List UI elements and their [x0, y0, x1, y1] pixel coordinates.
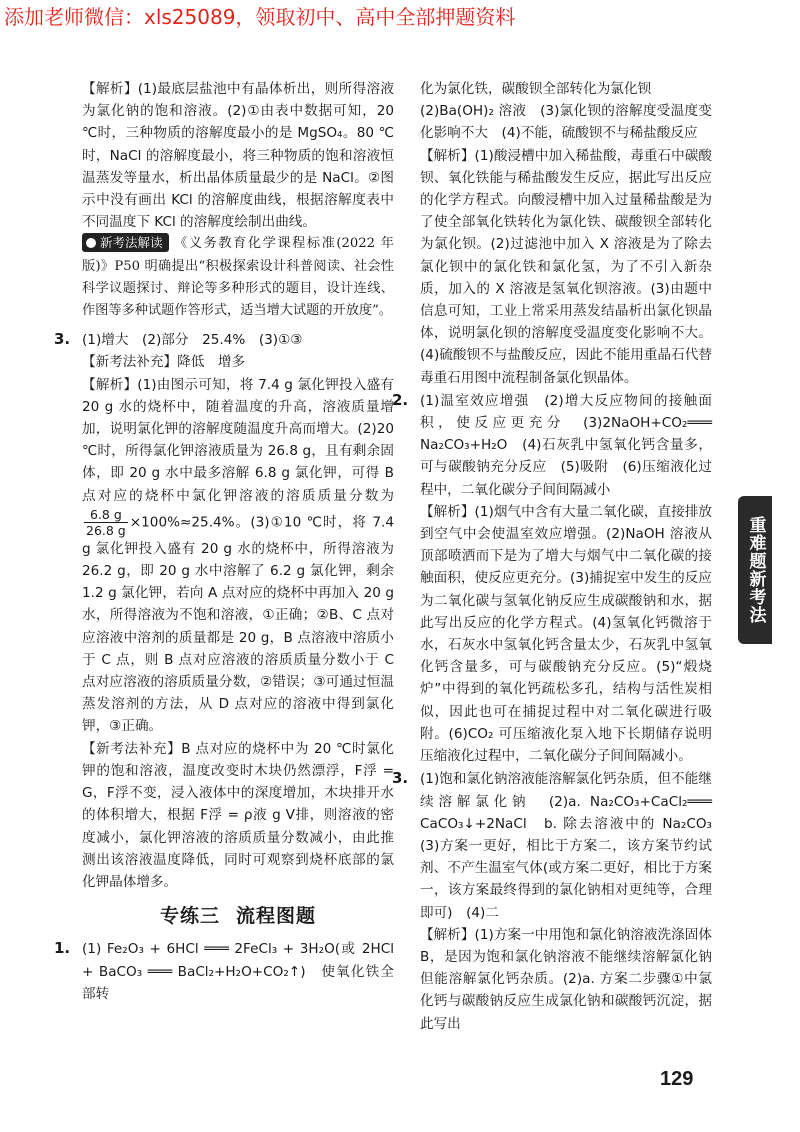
answer-continuation: 化为氯化铁，碳酸钡全部转化为氯化钡	[420, 81, 652, 97]
left-column	[54, 78, 394, 1005]
question-3-answer: 3. (1)增大 (2)部分 25.4% (3)①③	[82, 328, 394, 351]
new-method-note	[82, 233, 394, 322]
side-tab: 重难题新考法	[738, 496, 772, 644]
question-3-supplement: 【新考法补充】降低 增多	[82, 354, 246, 371]
lightbulb-icon	[86, 238, 96, 248]
question-2-analysis: 【解析】(1)烟气中含有大量二氧化碳，直接排放到空气中会使温室效应增强。(2)NaOH 溶液从顶部喷洒而下是为了增大与烟气中二氧化碳的接触面积，使反应更充分。(3)捕捉室中发生的反应为二氧化碳与氢氧化钠反应生成碳酸钠和水，据此写出反应的化学方程式。(4)氢氧化钙微溶于水，石灰水中氢氧化钙含量太少，石灰乳中氢氧化钙含量多，可与碳酸钠充分反应。(5)“煅烧炉”中得到的氧化钙疏松多孔，结构与活性炭相似，因此也可在捕捉过程中对二氧化碳进行吸附。(6)CO₂ 可压缩液化泵入地下长期储存说明压缩液化过程中，二氧化碳分子间间隔减小。	[420, 503, 712, 765]
question-1-answer: 1. (1) Fe₂O₃ + 6HCl ═══ 2FeCl₃ + 3H₂O(或 2HCl + BaCO₃ ═══ BaCl₂+H₂O+CO₂↑) 使氧化铁全部转	[54, 939, 394, 1002]
new-method-label: 新考法解读	[82, 233, 169, 252]
question-number: 3.	[54, 330, 71, 349]
question-3-analysis: 【解析】(1)方案一中用饱和氯化钠溶液洗涤固体 B，是因为饱和氯化钠溶液不能继续溶解氯化钠但能溶解氯化钙杂质。(2)a. 方案二步骤①中氯化钙与碳酸钠反应生成氯化钠和碳酸钙沉淀，据此写出	[420, 926, 712, 1032]
analysis-paragraph: 【解析】(1)酸浸槽中加入稀盐酸，毒重石中碳酸钡、氧化铁能与稀盐酸发生反应，据此写出反应的化学方程式。向酸浸槽中加入过量稀盐酸是为了使全部氧化铁转化为氯化铁、碳酸钡全部转化为氯化钡。(2)过滤池中加入 X 溶液是为了除去氯化钡中的氯化铁和氯化氢，为了不引入新杂质，加入的 X 溶液是氢氧化钡溶液。(3)由题中信息可知，工业上常采用蒸发结晶析出氯化钡晶体，说明氯化钡的溶解度受温度变化影响不大。(4)硫酸钡不与盐酸反应，因此不能用重晶石代替毒重石用图中流程制备氯化钡晶体。	[420, 147, 712, 386]
answer-part-2: (2)Ba(OH)₂ 溶液 (3)氯化钡的溶解度受温度变化影响不大 (4)不能，硫酸钡不与稀盐酸反应	[420, 103, 712, 142]
new-method-text: 《义务教育化学课程标准(2022 年版)》P50 明确提出“积极探索设计科普阅读、社会性科学议题探讨、辩论等多种形式的题目，设计连线、作图等多种试题作答形式，适当增大试题的开放度”。	[82, 236, 394, 319]
question-3-supplement-analysis: 【新考法补充】B 点对应的烧杯中为 20 ℃时氯化钾的饱和溶液，温度改变时木块仍然漂浮，F浮 = G，F浮不变，浸入液体中的深度增加，木块排开水的体积增大，根据 F浮 = ρ液 g V排，则溶液的密度减小，氯化钾溶液的溶质质量分数减小，由此推测出该溶液温度降低，同时可观察到烧杯底部的氯化钾晶体增多。	[82, 740, 394, 890]
fraction: $\frac{6.8 g}{26.8 g}$	[86, 506, 126, 538]
analysis-paragraph: 【解析】(1)最底层盐池中有晶体析出，则所得溶液为氯化钠的饱和溶液。(2)①由表中数据可知，20 ℃时，三种物质的溶解度最小的是 MgSO₄。80 ℃时，NaCl 的溶解度最小，将三种物质的饱和溶液恒温蒸发等量水，析出晶体质量最少的是 NaCl。②图示中没有画出 KCl 的溶解度曲线，根据溶解度表中不同温度下 KCl 的溶解度绘制出曲线。	[82, 81, 394, 231]
question-3-answer: 3. (1)饱和氯化钠溶液能溶解氯化钙杂质，但不能继续溶解氯化钠 (2)a. Na₂CO₃+CaCl₂═══ CaCO₃↓+2NaCl b. 除去溶液中的 Na₂CO₃ (3)方案一更好，相比于方案二，该方案节约试剂、不产生温室气体(或方案二更好，相比于方案一，该方案最终得到的氯化钠相对更纯等，合理即可) (4)二	[392, 769, 726, 921]
question-3-analysis: 【解析】(1)由图示可知，将 7.4 g 氯化钾投入盛有 20 g 水的烧杯中，随着温度的升高，溶液质量增加，说明氯化钾的溶解度随温度升高而增大。(2)20 ℃时，所得氯化钾溶液质量为 26.8 g，且有剩余固体，即 20 g 水中最多溶解 6.8 g 氯化钾，可得 B 点对应的烧杯中氯化钾溶液的溶质质量分数为 $\frac{6.8 g}{26.8 g}$ ×100%≈25.4%。(3)①10 ℃时，将 7.4 g 氯化钾投入盛有 20 g 水的烧杯中，所得溶液为 26.2 g，即 20 g 水中溶解了 6.2 g 氯化钾，剩余 1.2 g 氯化钾，若向 A 点对应的烧杯中再加入 20 g 水，所得溶液为不饱和溶液，①正确；②B、C 点对应溶液中溶剂的质量都是 20 g，B 点溶液中溶质小于 C 点，则 B 点对应溶液的溶质质量分数小于 C 点对应溶液的溶质质量分数，②错误；③可通过恒温蒸发溶剂的方法，从 D 点对应的溶液中得到氯化钾，③正确。	[82, 376, 394, 735]
right-column	[392, 78, 726, 1035]
question-2-answer: 2. (1)温室效应增强 (2)增大反应物间的接触面积，使反应更充分 (3)2NaOH+CO₂═══ Na₂CO₃+H₂O (4)石灰乳中氢氧化钙含量多，可与碳酸钠充分反应 (5)吸附 (6)压缩液化过程中，二氧化碳分子间间隔减小	[392, 390, 712, 498]
page-number: 129	[660, 1068, 694, 1090]
question-number: 2.	[392, 390, 409, 409]
question-number: 3.	[392, 769, 409, 788]
section-title: 专练三 流程图题	[159, 905, 317, 928]
promo-banner: 添加老师微信：xls25089，领取初中、高中全部押题资料	[4, 5, 516, 29]
question-number: 1.	[54, 939, 71, 958]
